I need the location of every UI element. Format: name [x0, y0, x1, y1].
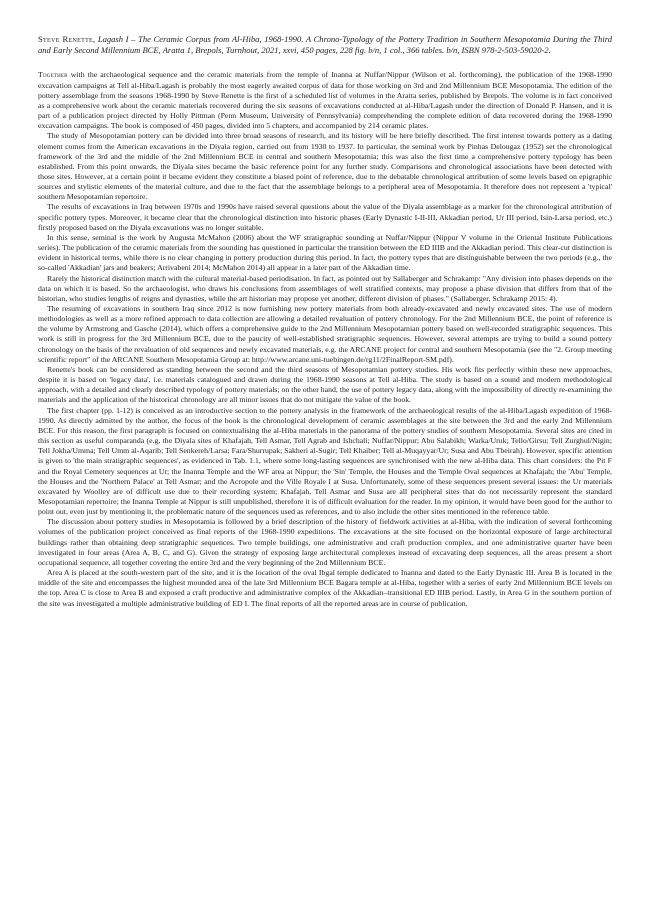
review-page: [38, 34, 612, 609]
review-body: [38, 70, 612, 608]
paragraph: The resuming of excavations in southern Iraq since 2012 is now furnishing new pottery materials from both already-excavated and newly excavated sites. The use of modern methodologies as well as a more refined approach to data collection are allowing a detailed revaluation of pottery chronology. For the 2nd Millennium BCE, the point of reference is the volume by Armstrong and Gasche (2014), which offers a comprehensive guide to the 2nd Millennium Mesopotamian pottery based on well-recorded stratigraphic sequences. This work is still in progress for the 3rd Millennium BCE, due to the paucity of well-established stratigraphic sequences. However, several attempts are trying to build a sound pottery chronology on the basis of the revaluation of old sequences and newly excavated materials, e.g. the ARCANE project for central and southern Mesopotamia (see the "2. Group meeting scientific report" of the ARCANE Southern Mesopotamia Group at: http://www.arcane.uni-tuebingen.de/rg11/2FinalReport-SM.pdf).: [38, 304, 612, 364]
paragraph-lead-word: Together: [38, 70, 68, 80]
paragraph: Area A is placed at the south-western part of the site, and it is the location of the oval Ibgal temple dedicated to Inanna and dated to the Early Dynastic III. Area B is located in the middle of the site and encompasses the highest mounded area of the late 3rd Millennium BCE Bagara temple at al-Hiba, together with a series of early 2nd Millennium BCE levels on the top. Area C is close to Area B and exposed a craft productive and administrative complex of the Akkadian–transitional ED IIIB period. Lastly, in Area G in the southern portion of the site was investigated a multiple administrative building of ED I. The final reports of all the reported areas are in course of publication.: [38, 568, 612, 608]
citation-author: Steve Renette: [38, 34, 94, 44]
paragraph: Together with the archaeological sequence and the ceramic materials from the temple of Inanna at Nuffar/Nippur (Wilson et al. forthcoming), the publication of the 1968-1990 excavation campaigns at Tell al-Hiba/Lagash is probably the most eagerly awaited corpus of data for those working on 3rd and 2nd Millennium BCE Mesopotamia. The edition of the pottery assemblage from the seasons 1968-1990 by Steve Renette is the first of a scheduled list of volumes in the Aratta series, published by Brepols. The volume is in fact conceived as a comprehensive work about the ceramic materials recovered during the six seasons of excavations conducted at al-Hiba/Lagash under the direction of Donald P. Hansen, and it is part of a publication project directed by Holly Pittman (Penn Museum, University of Pennsylvania) comprehending the complete edition of data recovered during the 1968-1990 excavation campaigns. The book is composed of 450 pages, divided into 5 chapters, and accompanied by 214 ceramic plates.: [38, 70, 612, 131]
paragraph: In this sense, seminal is the work by Augusta McMahon (2006) about the WF stratigraphic sounding at Nuffar/Nippur (Nippur V volume in the Oriental Institute Publications series). The publication of the ceramic materials from the sounding has questioned in particular the transition between the ED IIIB and the Akkadian period. This clear-cut distinction is evident in historical terms, while there is no clear changing in pottery production during this period. In fact, the pottery types that are distinguishable between the two periods (e.g., the so-called 'Akkadian' jars and beakers; Arrivabeni 2014; McMahon 2014) all appear in a later part of the Akkadian time.: [38, 232, 612, 273]
book-citation: [38, 34, 612, 56]
paragraph: Rarely the historical distinction match with the cultural material-based periodisation. In fact, as pointed out by Sallaberger and Schrakamp: "Any division into phases depends on the data on which it is based. So the archaeologist, who draws his conclusions from assemblages of well stratified contexts, may propose a phase division that differs from that of the historian, who studies lengths of reigns and dynasties, while the art historian may propose yet another, different division of phases." (Sallaberger, Schrakamp 2015: 4).: [38, 273, 612, 303]
paragraph: The results of excavations in Iraq between 1970s and 1990s have raised several questions about the value of the Diyala assemblage as a marker for the chronological attribution of specific pottery types. Moreover, it became clear that the chronological distinction into historic phases (Early Dynastic I-II-III, Akkadian period, Ur III period, Isin-Larsa period, etc.) firstly proposed based on the Diyala excavations was no longer suitable.: [38, 202, 612, 232]
paragraph: The first chapter (pp. 1-12) is conceived as an introductive section to the pottery analysis in the framework of the archaeological results of the al-Hiba/Lagash expedition of 1968-1990. As directly admitted by the author, the focus of the book is the chronological development of ceramic assemblages at the site between the 3rd and the early 2nd Millennium BCE. For this reason, the first paragraph is focused on contextualising the al-Hiba materials in the panorama of the pottery studies of southern Mesopotamia. Several sites are cited in this section as useful comparanda (e.g, the Diyala sites of Khafajah, Tell Asmar, Tell Agrab and Ishchali; Nuffar/Nippur; Abu Salabikh; Warka/Uruk; Tello/Girsu; Tell Zurghul/Nigin; Tell Jokha/Umma; Tell Umm al-Aqarib; Tell Senkereh/Larsa; Fara/Shurrupak; Sakheri al-Sugir; Tell Khaiber; Tell al-Muqayyar/Ur; Susa and Abu Tbeirah). However, specific attention is given to 'the main stratigraphic sequences', as evidenced in Tab. 1.1, where some long-lasting sequences are synchronised with the new al-Hiba data. This chart considers: the Pit F and the Royal Cemetery sequences at Ur; the Inanna Temple and the WF area at Nippur; the 'Sin' Temple, the Houses and the Temple Oval sequences at Khafajah; the 'Abu' Temple, the Houses and the 'Northern Palace' at Tell Asmar; and the Acropole and the Ville Royale I at Susa. Unfortunately, some of these sequences present several issues: the Ur materials excavated by Woolley are of difficult use due to their recording system; Khafajah, Tell Asmar and Susa are all peripheral sites that do not necessarily represent the standard Mesopotamian repertoire; the Inanna Temple at Nippur is still unpublished, therefore it is of difficult evaluation for the reader. In my opinion, it would have been good for the author to point out, even just by mentioning it, the problematic nature of the sequences used as references, and to also include the other sites mentioned in the reference table.: [38, 405, 612, 517]
paragraph: The study of Mesopotamian pottery can be divided into three broad seasons of research, and its history will be here briefly described. The first interest towards pottery as a dating element comes from the American excavations in the Diyala region, carried out from 1930 to 1937. In particular, the seminal work by Pinhas Delougaz (1952) set the chronological framework of the 3rd and the middle of the 2nd Millennium BCE in central and southern Mesopotamia; this was also the first time a comprehensive pottery typology has been established. From this point onwards, the Diyala sites became the basic reference point for any further study. Comparisons and chronological associations have been detected with those sites. However, at a certain point it became evident they constitute a biased point of reference, due to the debatable chronological attribution of some levels based on epigraphic sources and stylistic elements of the material culture, and due to the fact that the assemblage belongs to a peripheral area of Mesopotamia. It therefore does not represent a 'typical' southern Mesopotamian repertoire.: [38, 131, 612, 202]
paragraph: The discussion about pottery studies in Mesopotamia is followed by a brief description of the history of fieldwork activities at al-Hiba, with the indication of several forthcoming volumes of the publication project conceived as final reports of the 1968-1990 expeditions. The excavations at the site focused on the horizontal exposure of large architectural buildings rather than obtaining deep stratigraphic sequences. Two temple buildings, one administrative and craft production complex, and one administrative quarter have been investigated in four areas (Area A, B, C, and G). Given the strategy of exposing large architectural complexes instead of excavating deep sequences, all the areas present a short occupational sequence, all together covering the entire 3rd and the very beginning of the 2nd Millennium BCE.: [38, 517, 612, 567]
paragraph: Renette's book can be considered as standing between the second and the third seasons of Mesopotamian pottery studies. His work fits perfectly within these new approaches, despite it is based on 'legacy data', i.e. materials catalogued and drawn during the 1968-1990 seasons at Tell al-Hiba. The study is based on a sound and modern methodological approach, with a detailed and clearly described typology of pottery materials; on the other hand, the use of pottery legacy data, along with the impossibility of directly re-examining the materials and the application of the historical chronology are all minor issues that do not mitigate the value of the book.: [38, 364, 612, 405]
citation-details: , Lagash I – The Ceramic Corpus from Al-Hiba, 1968-1990. A Chrono-Typology of the Pottery Tradition in Southern Mesopotamia During the Third and Early Second Millennium BCE, Aratta 1, Brepols, Turnhout, 2021, xxvi, 450 pages, 228 fig. b/n, 1 col., 366 tables. b/n, ISBN 978-2-503-59020-2.: [38, 34, 612, 56]
